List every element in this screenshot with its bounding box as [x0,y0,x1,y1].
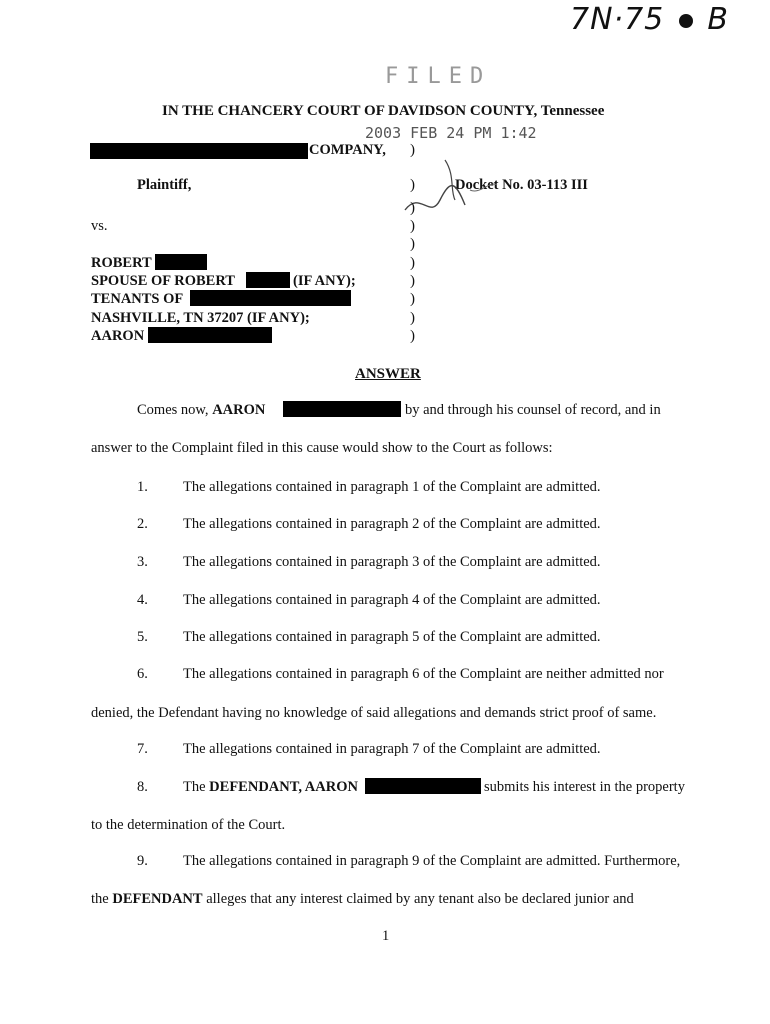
redaction-bar [283,401,401,417]
paragraph-word: The [183,779,206,795]
paragraph-text: The allegations contained in paragraph 1 of the Complaint are admitted. [183,479,601,495]
plaintiff-company: COMPANY, [309,142,386,158]
defendant-tenants-address: NASHVILLE, TN 37207 (IF ANY); [91,310,310,326]
defendant-spouse: SPOUSE OF ROBERT [91,273,235,289]
paragraph-text: The allegations contained in paragraph 6 of the Complaint are neither admitted nor [183,666,664,682]
paragraph-word: the [91,891,109,907]
paragraph-text-end: submits his interest in the property [484,779,685,795]
paragraph-continuation: denied, the Defendant having no knowledge of said allegations and demands strict proof of same. [91,705,657,721]
page-number: 1 [382,928,390,944]
court-title: IN THE CHANCERY COURT OF DAVIDSON COUNTY, Tennessee [162,103,605,119]
redaction-bar [148,327,272,343]
paragraph-text: The allegations contained in paragraph 3 of the Complaint are admitted. [183,554,601,570]
redaction-bar [190,290,351,306]
filed-stamp: FILED [385,64,492,89]
document-heading: ANSWER [355,366,421,382]
paragraph-text: The allegations contained in paragraph 5 of the Complaint are admitted. [183,629,601,645]
plaintiff-label: Plaintiff, [137,177,192,193]
redaction-bar [365,778,481,794]
paragraph-number: 9. [137,853,148,869]
intro-line-1 [137,402,265,419]
paragraph-number: 5. [137,629,148,645]
intro-line-1-end: by and through his counsel of record, and in [405,402,661,418]
defendant-aaron: AARON [91,328,145,344]
caption-paren: ) [410,142,415,158]
paragraph-text: The allegations contained in paragraph 9 of the Complaint are admitted. Furthermore, [183,853,681,869]
caption-paren: ) [410,218,415,234]
paragraph-number: 6. [137,666,148,682]
redaction-bar [155,254,207,270]
docket-number: Docket No. 03-113 III [455,177,588,193]
defendant-tenants: TENANTS OF [91,291,184,307]
caption-paren: ) [410,273,415,289]
filed-date-stamp: 2003 FEB 24 PM 1:42 [365,124,537,142]
paragraph-number: 1. [137,479,148,495]
paragraph-number: 4. [137,592,148,608]
caption-paren: ) [410,291,415,307]
redaction-bar [90,143,308,159]
caption-paren: ) [410,310,415,326]
paragraph-text: The allegations contained in paragraph 2 of the Complaint are admitted. [183,516,601,532]
paragraph-text: The allegations contained in paragraph 4 of the Complaint are admitted. [183,592,601,608]
caption-paren: ) [410,328,415,344]
caption-paren: ) [410,177,415,193]
paragraph-number: 3. [137,554,148,570]
caption-paren: ) [410,255,415,271]
paragraph-continuation [91,891,634,908]
intro-defendant-name: AARON [212,402,266,418]
redaction-bar [246,272,290,288]
paragraph-text [183,779,358,796]
defendant-robert: ROBERT [91,255,152,271]
paragraph-defendant-name: DEFENDANT, AARON [209,779,358,795]
versus-label: vs. [91,218,108,234]
defendant-spouse-if-any: (IF ANY); [293,273,356,289]
caption-paren: ) [410,236,415,252]
paragraph-text: The allegations contained in paragraph 7 of the Complaint are admitted. [183,741,601,757]
ink-blot-icon [679,14,693,28]
paragraph-word: alleges that any interest claimed by any tenant also be declared junior and [206,891,634,907]
handwritten-suffix: B [707,2,729,37]
paragraph-number: 8. [137,779,148,795]
handwritten-ref-text: 7N·75 [570,2,665,37]
paragraph-number: 7. [137,741,148,757]
intro-comes-now: Comes now, [137,402,209,418]
intro-line-2: answer to the Complaint filed in this cause would show to the Court as follows: [91,440,553,456]
paragraph-number: 2. [137,516,148,532]
caption-paren: ) [410,200,415,216]
paragraph-defendant-label: DEFENDANT [112,891,203,907]
handwritten-reference [570,2,729,37]
paragraph-continuation: to the determination of the Court. [91,817,286,833]
